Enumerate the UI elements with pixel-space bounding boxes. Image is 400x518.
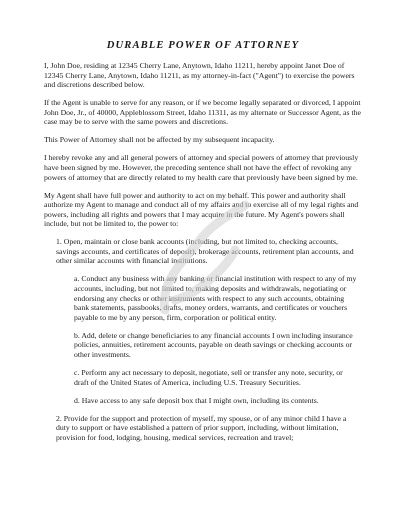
paragraph-agent-authority: My Agent shall have full power and authority to act on my behalf. This power and authority shall authorize my Agent to manage and conduct all of my affairs and to exercise all of my legal rights and powers, including all rights and powers that I may acquire in the future. My Agent's powers shall include, but not be limited to, the power to: — [44, 190, 359, 229]
clause-1-bank-accounts: 1. Open, maintain or close bank accounts (including, but not limited to, checking accounts, savings accounts, and certificates of deposit), brokerage accounts, retirement plan accounts, and other similar accounts with financial institutions. — [56, 237, 354, 266]
clause-2-support: 2. Provide for the support and protection of myself, my spouse, or of any minor child I have a duty to support or have established a pattern of prior support, including, without limitation, provision for food, lodging, housing, medical services, recreation and travel; — [56, 413, 347, 442]
paragraph-revocation: I hereby revoke any and all general powers of attorney and special powers of attorney that previously have been signed by me. However, the preceding sentence shall not have the effect of revoking any powers of attorney that are directly related to my health care that previously have been signed by me. — [44, 153, 359, 182]
clause-1a-banking-business: a. Conduct any business with any banking or financial institution with respect to any of my accounts, including, but not limited to, making deposits and withdrawals, negotiating or endorsing any checks or other instruments with respect to any such accounts, obtaining bank statements, passbooks, drafts, money orders, warrants, and certificates or vouchers payable to me by any person, firm, corporation or political entity. — [74, 274, 357, 322]
clause-1b-beneficiaries: b. Add, delete or change beneficiaries to any financial accounts I own including insurance policies, annuities, retirement accounts, payable on death savings or checking accounts or other investments. — [74, 330, 353, 359]
paragraph-appointment: I, John Doe, residing at 12345 Cherry Lane, Anytown, Idaho 11211, hereby appoint Janet Doe of 12345 Cherry Lane, Anytown, Idaho 11211, as my attorney-in-fact ("Agent") to exercise the powers and discretions described below. — [44, 61, 355, 90]
paragraph-incapacity: This Power of Attorney shall not be affected by my subsequent incapacity. — [44, 135, 275, 145]
clause-1c-securities: c. Perform any act necessary to deposit, negotiate, sell or transfer any note, security, or draft of the United States of America, including U.S. Treasury Securities. — [74, 367, 343, 387]
paragraph-successor-agent: If the Agent is unable to serve for any reason, or if we become legally separated or divorced, I appoint John Doe, Jr., of 40000, Appleblossom Street, Idaho 11311, as my alternate or Successor Agent, as the case may be to serve with the same powers and discretions. — [44, 98, 361, 127]
clause-1d-safe-deposit: d. Have access to any safe deposit box that I might own, including its contents. — [74, 395, 319, 405]
document-title: DURABLE POWER OF ATTORNEY — [106, 40, 300, 51]
